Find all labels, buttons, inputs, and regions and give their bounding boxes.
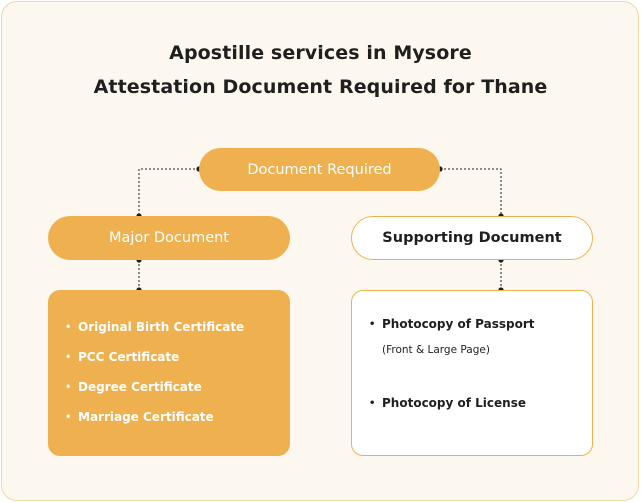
list-item-text: PCC Certificate bbox=[78, 350, 180, 364]
list-item-note: (Front & Large Page) bbox=[382, 344, 490, 356]
node-document-required bbox=[199, 148, 440, 191]
node-supporting-document bbox=[351, 216, 593, 260]
bullet-icon: • bbox=[65, 321, 72, 333]
bullet-icon: • bbox=[65, 381, 72, 393]
list-item-text: Marriage Certificate bbox=[78, 410, 214, 424]
supporting-document-list-box bbox=[351, 290, 593, 456]
major-document-list-box bbox=[48, 290, 290, 456]
bullet-icon: • bbox=[65, 351, 72, 363]
major-document-list bbox=[65, 312, 244, 432]
diagram-subtitle: Attestation Document Required for Thane bbox=[93, 76, 548, 98]
list-item bbox=[369, 317, 535, 331]
bullet-icon: • bbox=[369, 397, 376, 409]
list-item bbox=[65, 402, 244, 432]
node-major-document-label: Major Document bbox=[109, 230, 229, 246]
list-item bbox=[65, 372, 244, 402]
list-item-text: Original Birth Certificate bbox=[78, 320, 245, 334]
list-item-text: Photocopy of Passport bbox=[382, 317, 535, 331]
node-supporting-document-label: Supporting Document bbox=[382, 230, 562, 246]
diagram-title: Apostille services in Mysore bbox=[169, 42, 472, 64]
list-item bbox=[65, 342, 244, 372]
bullet-icon: • bbox=[369, 318, 376, 330]
list-item-text: Photocopy of License bbox=[382, 396, 526, 410]
node-document-required-label: Document Required bbox=[247, 161, 392, 178]
node-major-document bbox=[48, 216, 290, 260]
list-item bbox=[369, 396, 526, 410]
list-item-text: Degree Certificate bbox=[78, 380, 202, 394]
bullet-icon: • bbox=[65, 411, 72, 423]
list-item bbox=[65, 312, 244, 342]
